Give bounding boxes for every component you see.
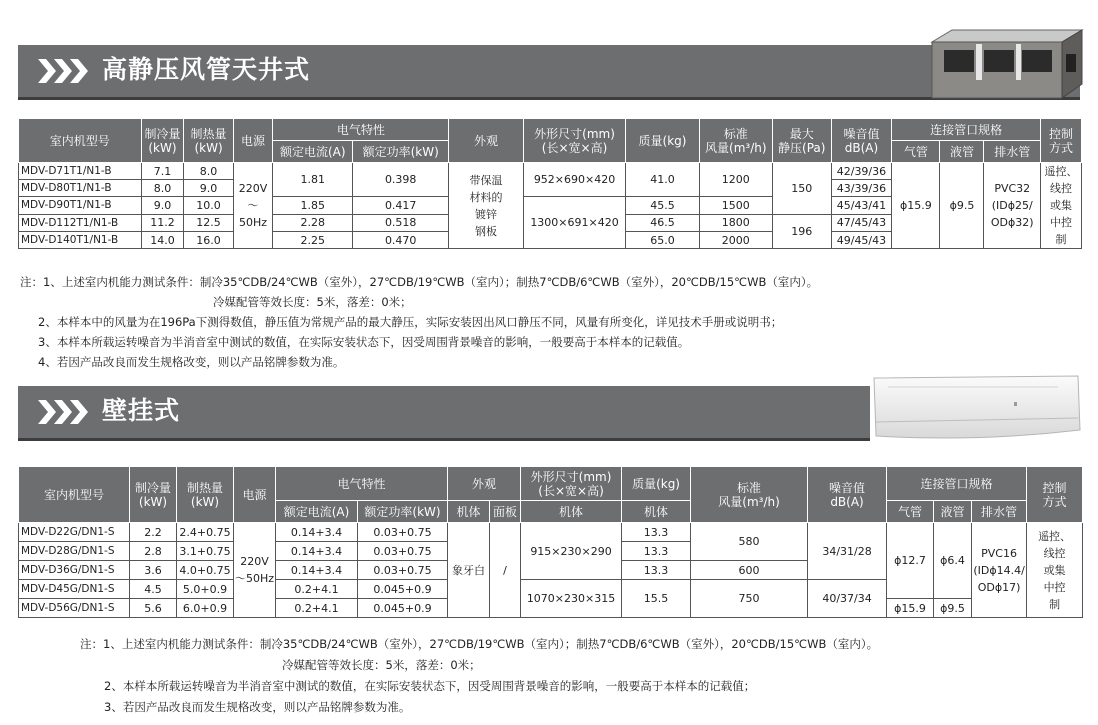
current-cell: 1.85 — [273, 197, 353, 215]
header-power: 电源 — [234, 467, 276, 523]
section1-banner — [18, 45, 1080, 100]
header-rated-current: 额定电流(A) — [276, 501, 358, 523]
section1-title: 高静压风管天井式 — [102, 55, 311, 84]
weight-cell: 45.5 — [626, 197, 699, 215]
note-line: 冷媒配管等效长度：5米，落差：0米； — [282, 658, 481, 672]
header-appearance: 外观 — [448, 467, 521, 501]
power-cell: 220V ～50Hz — [234, 523, 276, 618]
heating-cell: 5.0+0.9 — [177, 580, 234, 599]
model-cell: MDV-D28G/DN1-S — [19, 542, 130, 561]
header-power: 电源 — [233, 119, 273, 163]
heating-cell: 10.0 — [184, 197, 233, 215]
header-drain-pipe: 排水管 — [984, 141, 1041, 163]
airflow-cell: 1500 — [699, 197, 772, 215]
airflow-cell: 2000 — [699, 232, 772, 249]
header-noise: 噪音值 dB(A) — [808, 467, 887, 523]
static-pressure-cell: 150 — [772, 163, 831, 215]
note-line: 4、若因产品改良而发生规格改变，则以产品铭牌参数为准。 — [38, 355, 345, 369]
header-appearance-panel: 面板 — [490, 501, 521, 523]
table-row — [19, 523, 1083, 542]
gas-pipe-cell: ϕ12.7 — [887, 523, 934, 599]
airflow-cell: 1800 — [699, 214, 772, 232]
header-dimensions: 外形尺寸(mm) (长×宽×高) — [523, 119, 626, 163]
header-rated-current: 额定电流(A) — [273, 141, 353, 163]
heating-cell: 2.4+0.75 — [177, 523, 234, 542]
section1-notes — [20, 272, 818, 372]
heating-cell: 9.0 — [184, 180, 233, 197]
header-heating: 制热量 (kW) — [184, 119, 233, 163]
current-cell: 2.28 — [273, 214, 353, 232]
model-cell: MDV-D56G/DN1-S — [19, 599, 130, 618]
table-row — [19, 163, 1082, 180]
liquid-pipe-cell: ϕ9.5 — [940, 163, 984, 249]
wattage-cell: 0.03+0.75 — [358, 523, 448, 542]
heating-cell: 4.0+0.75 — [177, 561, 234, 580]
static-pressure-cell: 196 — [772, 214, 831, 249]
weight-cell: 46.5 — [626, 214, 699, 232]
header-model: 室内机型号 — [19, 119, 142, 163]
section2-banner — [18, 386, 870, 441]
note-line: 注：1、上述室内机能力测试条件：制冷35℃DB/24℃WB（室外），27℃DB/19℃WB（室内）；制热7℃DB/6℃WB（室外），20℃DB/15℃WB（室内）。 — [20, 275, 819, 289]
note-line: 3、若因产品改良而发生规格改变，则以产品铭牌参数为准。 — [104, 700, 411, 714]
section2-title: 壁挂式 — [102, 396, 181, 425]
current-cell: 2.25 — [273, 232, 353, 249]
weight-cell: 15.5 — [622, 580, 691, 618]
model-cell: MDV-D36G/DN1-S — [19, 561, 130, 580]
note-line: 2、本样本中的风量为在196Pa下测得数值，静压值为常规产品的最大静压，实际安装因出风口静压不同，风量有所变化，详见技术手册或说明书； — [38, 315, 783, 329]
dimensions-cell: 915×230×290 — [521, 523, 622, 580]
header-dimensions: 外形尺寸(mm) (长×宽×高) — [521, 467, 622, 501]
heating-cell: 8.0 — [184, 163, 233, 180]
header-appearance-unit: 机体 — [448, 501, 490, 523]
wattage-cell: 0.470 — [353, 232, 449, 249]
header-pipe-spec: 连接管口规格 — [887, 467, 1027, 501]
chevron-arrows-icon — [38, 59, 96, 83]
liquid-pipe-cell: ϕ6.4 — [934, 523, 972, 599]
note-line: 冷媒配管等效长度：5米，落差：0米； — [213, 295, 412, 309]
gas-pipe-cell: ϕ15.9 — [887, 599, 934, 618]
header-gas-pipe: 气管 — [892, 141, 940, 163]
current-cell: 0.2+4.1 — [276, 580, 358, 599]
current-cell: 1.81 — [273, 163, 353, 197]
current-cell: 0.14+3.4 — [276, 542, 358, 561]
header-gas-pipe: 气管 — [887, 501, 934, 523]
liquid-pipe-cell: ϕ9.5 — [934, 599, 972, 618]
heating-cell: 16.0 — [184, 232, 233, 249]
airflow-cell: 580 — [691, 523, 808, 561]
cooling-cell: 14.0 — [141, 232, 184, 249]
cooling-cell: 8.0 — [141, 180, 184, 197]
noise-cell: 45/43/41 — [831, 197, 892, 215]
header-model: 室内机型号 — [19, 467, 130, 523]
header-airflow: 标准 风量(m³/h) — [699, 119, 772, 163]
header-dimensions-unit: 机体 — [521, 501, 622, 523]
wattage-cell: 0.045+0.9 — [358, 580, 448, 599]
section2-notes — [80, 634, 878, 718]
wattage-cell: 0.03+0.75 — [358, 542, 448, 561]
cooling-cell: 11.2 — [141, 214, 184, 232]
current-cell: 0.2+4.1 — [276, 599, 358, 618]
cooling-cell: 7.1 — [141, 163, 184, 180]
header-rated-power: 额定功率(kW) — [358, 501, 448, 523]
weight-cell: 41.0 — [626, 163, 699, 197]
weight-cell: 65.0 — [626, 232, 699, 249]
header-control: 控制 方式 — [1041, 119, 1082, 163]
section2-spec-table — [18, 466, 1083, 618]
model-cell: MDV-D90T1/N1-B — [19, 197, 142, 215]
heating-cell: 6.0+0.9 — [177, 599, 234, 618]
noise-cell: 40/37/34 — [808, 580, 887, 618]
wattage-cell: 0.518 — [353, 214, 449, 232]
header-liquid-pipe: 液管 — [934, 501, 972, 523]
heating-cell: 3.1+0.75 — [177, 542, 234, 561]
wattage-cell: 0.398 — [353, 163, 449, 197]
header-weight: 质量(kg) — [622, 467, 691, 501]
note-line: 2、本样本所载运转噪音为半消音室中测试的数值，在实际安装状态下，因受周围背景噪音的影响，一般要高于本样本的记载值； — [104, 679, 756, 693]
gas-pipe-cell: ϕ15.9 — [892, 163, 940, 249]
noise-cell: 34/31/28 — [808, 523, 887, 580]
weight-cell: 13.3 — [622, 523, 691, 542]
header-rated-power: 额定功率(kW) — [353, 141, 449, 163]
cooling-cell: 9.0 — [141, 197, 184, 215]
power-cell: 220V ～50Hz — [233, 163, 273, 249]
chevron-arrows-icon — [38, 400, 96, 424]
model-cell: MDV-D45G/DN1-S — [19, 580, 130, 599]
weight-cell: 13.3 — [622, 561, 691, 580]
header-airflow: 标准 风量(m³/h) — [691, 467, 808, 523]
header-static-pressure: 最大 静压(Pa) — [772, 119, 831, 163]
header-liquid-pipe: 液管 — [940, 141, 984, 163]
wattage-cell: 0.417 — [353, 197, 449, 215]
drain-pipe-cell: PVC32 (IDϕ25/ ODϕ32) — [984, 163, 1041, 249]
note-line: 注：1、上述室内机能力测试条件：制冷35℃DB/24℃WB（室外），27℃DB/19℃WB（室内）；制热7℃DB/6℃WB（室外），20℃DB/15℃WB（室内）。 — [80, 637, 879, 651]
wattage-cell: 0.045+0.9 — [358, 599, 448, 618]
cooling-cell: 5.6 — [130, 599, 177, 618]
cooling-cell: 2.8 — [130, 542, 177, 561]
header-heating: 制热量 (kW) — [177, 467, 234, 523]
cooling-cell: 3.6 — [130, 561, 177, 580]
current-cell: 0.14+3.4 — [276, 561, 358, 580]
model-cell: MDV-D140T1/N1-B — [19, 232, 142, 249]
ducted-unit-image — [922, 24, 1090, 100]
cooling-cell: 2.2 — [130, 523, 177, 542]
wattage-cell: 0.03+0.75 — [358, 561, 448, 580]
header-cooling: 制冷量 (kW) — [141, 119, 184, 163]
header-electrical: 电气特性 — [276, 467, 448, 501]
cooling-cell: 4.5 — [130, 580, 177, 599]
current-cell: 0.14+3.4 — [276, 523, 358, 542]
airflow-cell: 600 — [691, 561, 808, 580]
noise-cell: 49/45/43 — [831, 232, 892, 249]
heating-cell: 12.5 — [184, 214, 233, 232]
dimensions-cell: 1070×230×315 — [521, 580, 622, 618]
model-cell: MDV-D112T1/N1-B — [19, 214, 142, 232]
airflow-cell: 750 — [691, 580, 808, 618]
model-cell: MDV-D71T1/N1-B — [19, 163, 142, 180]
header-drain-pipe: 排水管 — [972, 501, 1027, 523]
control-cell: 遥控、 线控 或集 中控 制 — [1041, 163, 1082, 249]
note-line: 3、本样本所载运转噪音为半消音室中测试的数值，在实际安装状态下，因受周围背景噪音的影响，一般要高于本样本的记载值。 — [38, 335, 690, 349]
weight-cell: 13.3 — [622, 542, 691, 561]
dimensions-cell: 1300×691×420 — [523, 197, 626, 249]
model-cell: MDV-D80T1/N1-B — [19, 180, 142, 197]
drain-pipe-cell: PVC16 (IDϕ14.4/ ODϕ17) — [972, 523, 1027, 618]
control-cell: 遥控、 线控 或集 中控 制 — [1027, 523, 1083, 618]
appearance-cell: 带保温 材料的 镀锌 钢板 — [449, 163, 523, 249]
header-weight: 质量(kg) — [626, 119, 699, 163]
airflow-cell: 1200 — [699, 163, 772, 197]
model-cell: MDV-D22G/DN1-S — [19, 523, 130, 542]
wall-unit-image — [868, 372, 1084, 444]
header-pipe-spec: 连接管口规格 — [892, 119, 1041, 141]
header-noise: 噪音值 dB(A) — [831, 119, 892, 163]
appearance-unit-cell: 象牙白 — [448, 523, 490, 618]
header-appearance: 外观 — [449, 119, 523, 163]
noise-cell: 42/39/36 — [831, 163, 892, 180]
header-cooling: 制冷量 (kW) — [130, 467, 177, 523]
header-control: 控制 方式 — [1027, 467, 1083, 523]
header-electrical: 电气特性 — [273, 119, 449, 141]
section1-spec-table — [18, 118, 1082, 249]
dimensions-cell: 952×690×420 — [523, 163, 626, 197]
appearance-panel-cell: / — [490, 523, 521, 618]
noise-cell: 47/45/43 — [831, 214, 892, 232]
header-weight-unit: 机体 — [622, 501, 691, 523]
noise-cell: 43/39/36 — [831, 180, 892, 197]
